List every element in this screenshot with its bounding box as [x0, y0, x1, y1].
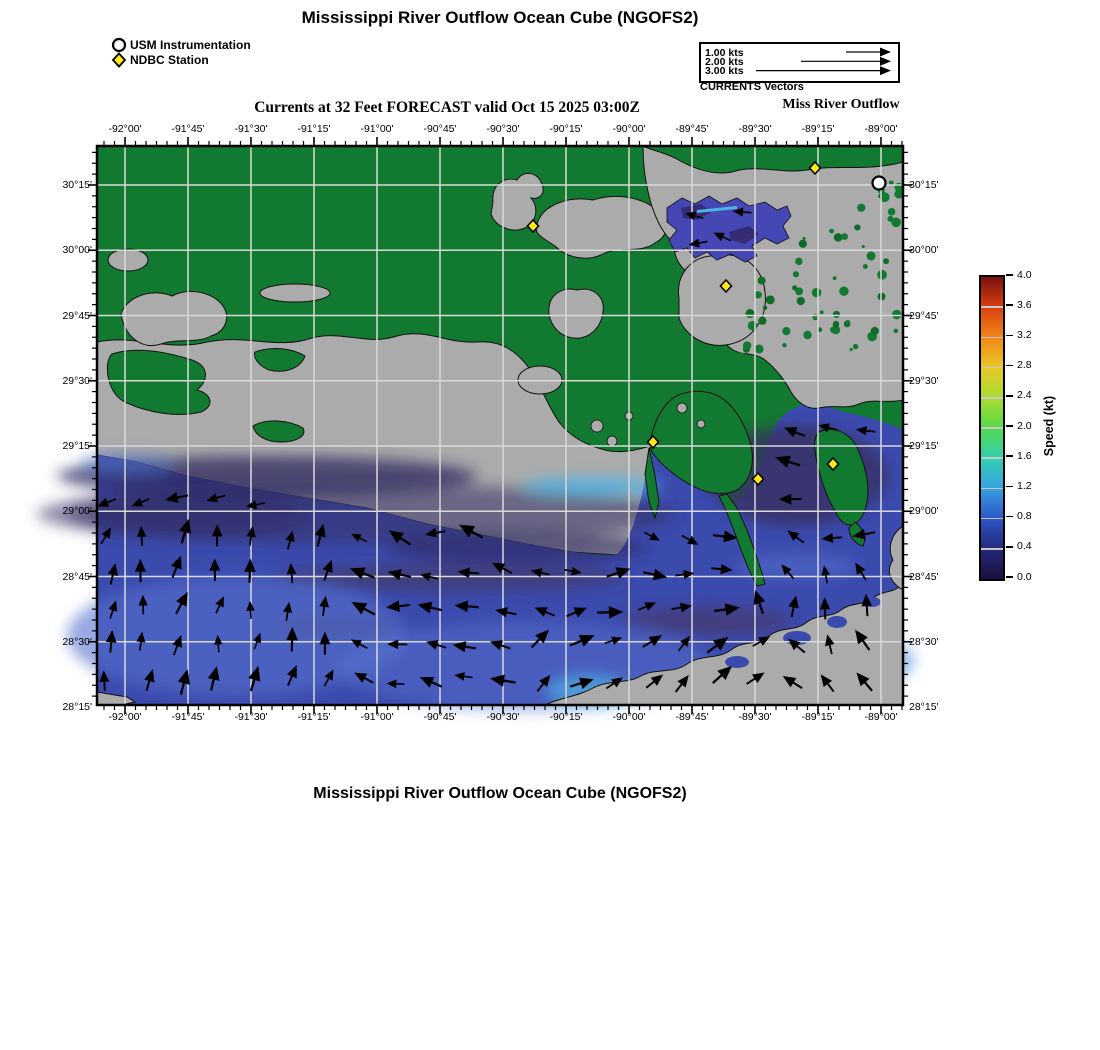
- lat-tick-label: 28°30': [62, 635, 92, 648]
- colorbar-tick-label: 4.0: [1017, 268, 1032, 281]
- lat-tick-label: 30°15': [909, 179, 939, 191]
- colorbar-level-line: [981, 397, 1003, 399]
- colorbar-tick: [1006, 546, 1013, 548]
- lon-tick-label: -89°45': [675, 123, 709, 135]
- lon-tick-label: -91°15': [297, 711, 331, 723]
- colorbar-tick-label: 0.8: [1017, 510, 1032, 523]
- colorbar-level-line: [981, 518, 1003, 520]
- lon-tick-label: -89°30': [738, 123, 772, 135]
- colorbar-tick: [1006, 304, 1013, 306]
- colorbar-tick-label: 2.4: [1017, 389, 1032, 402]
- ndbc-diamond-icon: [111, 52, 127, 68]
- colorbar-tick-label: 0.0: [1017, 570, 1032, 583]
- colorbar-tick: [1006, 365, 1013, 367]
- colorbar-tick: [1006, 274, 1013, 276]
- lat-tick-label: 29°45': [62, 309, 92, 322]
- lat-tick-label: 29°15': [909, 440, 939, 452]
- lon-tick-label: -91°45': [171, 711, 205, 723]
- forecast-map: [97, 146, 903, 705]
- page-title: Mississippi River Outflow Ocean Cube (NGOFS2): [301, 8, 699, 27]
- lat-tick-label: 28°45': [909, 570, 939, 583]
- lat-tick-label: 28°15': [62, 701, 92, 713]
- legend-usm-label: USM Instrumentation: [130, 38, 251, 52]
- colorbar-tick: [1006, 425, 1013, 427]
- colorbar-tick: [1006, 455, 1013, 457]
- vector-scale-label: 3.00 kts: [705, 65, 744, 78]
- lon-tick-label: -89°00': [864, 123, 898, 135]
- lon-tick-label: -90°15': [549, 123, 583, 135]
- lon-tick-label: -91°30': [234, 711, 268, 723]
- lat-tick-label: 29°45': [909, 309, 939, 322]
- colorbar-tick-label: 0.4: [1017, 540, 1032, 553]
- speed-colorbar: [979, 275, 1005, 581]
- colorbar-title: Speed (kt): [1042, 395, 1056, 457]
- colorbar-tick: [1006, 335, 1013, 337]
- region-label: Miss River Outflow: [782, 97, 900, 112]
- bottom-title: Mississippi River Outflow Ocean Cube (NGOFS2): [313, 785, 687, 802]
- vector-scale-caption: CURRENTS Vectors: [700, 81, 804, 93]
- lon-tick-label: -90°45': [423, 123, 457, 135]
- lat-tick-label: 28°30': [909, 635, 939, 648]
- colorbar-level-line: [981, 488, 1003, 490]
- lon-tick-label: -92°00': [108, 711, 142, 723]
- lon-tick-label: -91°45': [171, 123, 205, 135]
- lon-tick-label: -90°00': [612, 711, 646, 723]
- lat-tick-label: 28°15': [909, 701, 939, 713]
- colorbar-level-line: [981, 427, 1003, 429]
- lon-tick-label: -92°00': [108, 123, 142, 135]
- lat-tick-label: 29°30': [62, 374, 92, 387]
- vector-scale-label: 1.00 kts: [705, 46, 744, 59]
- lat-tick-label: 29°15': [62, 440, 92, 452]
- colorbar-tick-label: 3.6: [1017, 298, 1032, 311]
- lon-tick-label: -91°00': [360, 711, 394, 723]
- legend-ndbc-label: NDBC Station: [130, 53, 209, 67]
- vector-scale-label: 2.00 kts: [705, 55, 744, 68]
- lon-tick-label: -89°15': [801, 123, 835, 135]
- colorbar-tick-label: 1.6: [1017, 449, 1032, 462]
- lon-tick-label: -89°45': [675, 711, 709, 723]
- colorbar-tick: [1006, 516, 1013, 518]
- lon-tick-label: -91°15': [297, 123, 331, 135]
- colorbar-tick: [1006, 576, 1013, 578]
- colorbar-tick: [1006, 486, 1013, 488]
- colorbar-tick-label: 2.0: [1017, 419, 1032, 432]
- colorbar-level-line: [981, 457, 1003, 459]
- lat-tick-label: 29°30': [909, 374, 939, 387]
- lat-tick-label: 28°45': [62, 570, 92, 583]
- lat-tick-label: 30°15': [62, 179, 92, 191]
- colorbar-level-line: [981, 367, 1003, 369]
- lat-tick-label: 30°00': [909, 244, 939, 257]
- lon-tick-label: -89°30': [738, 711, 772, 723]
- lat-tick-label: 29°00': [62, 505, 92, 518]
- lat-tick-label: 30°00': [62, 244, 92, 257]
- vector-scale-box: [699, 42, 900, 83]
- lon-tick-label: -89°15': [801, 711, 835, 723]
- lon-tick-label: -90°00': [612, 123, 646, 135]
- colorbar-level-line: [981, 548, 1003, 550]
- colorbar-level-line: [981, 306, 1003, 308]
- usm-station-marker: [873, 177, 886, 190]
- lon-tick-label: -89°00': [864, 711, 898, 723]
- colorbar-tick-label: 2.8: [1017, 359, 1032, 372]
- lon-tick-label: -91°00': [360, 123, 394, 135]
- lon-tick-label: -90°30': [486, 123, 520, 135]
- colorbar-tick-label: 3.2: [1017, 328, 1032, 341]
- lon-tick-label: -91°30': [234, 123, 268, 135]
- colorbar-level-line: [981, 337, 1003, 339]
- forecast-subtitle: Currents at 32 Feet FORECAST valid Oct 15 2025 03:00Z: [254, 99, 640, 116]
- lon-tick-label: -90°30': [486, 711, 520, 723]
- usm-circle-icon: [111, 37, 127, 53]
- lon-tick-label: -90°45': [423, 711, 457, 723]
- lon-tick-label: -90°15': [549, 711, 583, 723]
- lat-tick-label: 29°00': [909, 505, 939, 518]
- colorbar-tick: [1006, 395, 1013, 397]
- colorbar-tick-label: 1.2: [1017, 479, 1032, 492]
